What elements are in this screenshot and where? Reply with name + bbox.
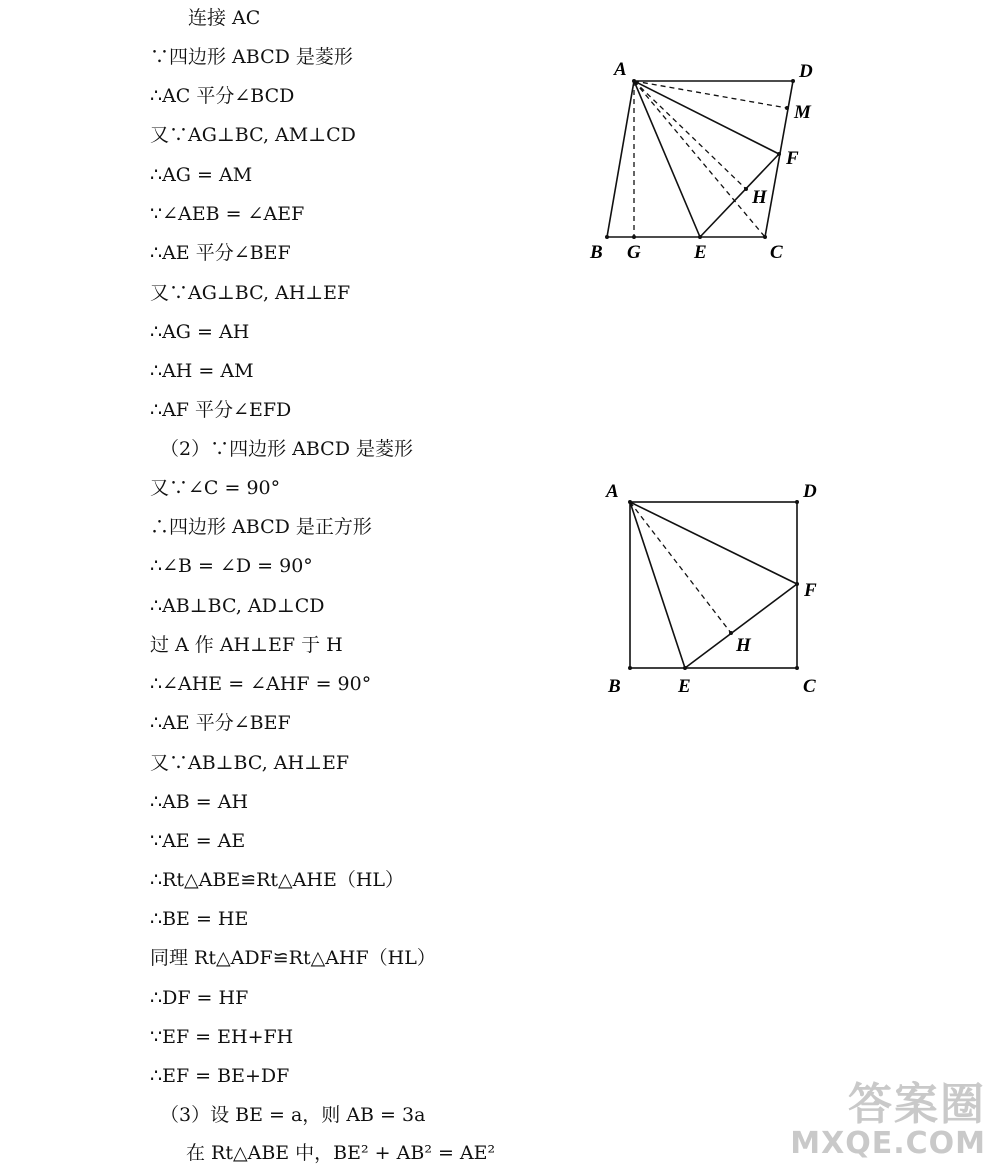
label-f: F	[804, 580, 817, 601]
text-line-3: ∴AC 平分∠BCD	[150, 85, 295, 107]
text-line-2: ∵四边形 ABCD 是菱形	[150, 46, 353, 68]
label-a: A	[606, 481, 619, 502]
text-line-4: 又∵AG⊥BC, AM⊥CD	[150, 124, 356, 146]
text-line-26: ∴DF = HF	[150, 987, 249, 1009]
label-h: H	[736, 635, 751, 656]
text-line-14: ∴四边形 ABCD 是正方形	[150, 516, 372, 538]
dashed-ah	[634, 81, 746, 189]
text-line-1: 连接 AC	[188, 7, 261, 29]
edge-ab	[607, 81, 634, 237]
text-line-18: ∴∠AHE = ∠AHF = 90°	[150, 673, 372, 695]
text-line-11: ∴AF 平分∠EFD	[150, 399, 292, 421]
text-line-9: ∴AG = AH	[150, 321, 250, 343]
label-m: M	[794, 102, 811, 123]
label-e: E	[678, 676, 691, 697]
watermark-logo-text: 答案圈	[848, 1079, 986, 1130]
watermark-url: MXQE.COM	[790, 1126, 986, 1161]
label-c: C	[770, 242, 783, 263]
figure-rhombus	[580, 55, 840, 270]
label-f: F	[786, 148, 799, 169]
label-d: D	[799, 61, 813, 82]
text-line-6: ∵∠AEB = ∠AEF	[150, 203, 305, 225]
label-d: D	[803, 481, 817, 502]
label-g: G	[627, 242, 641, 263]
watermark	[790, 1079, 986, 1161]
label-b: B	[608, 676, 621, 697]
dashed-am	[634, 81, 787, 108]
text-line-12: （2）∵四边形 ABCD 是菱形	[160, 438, 413, 460]
text-line-24: ∴BE = HE	[150, 908, 249, 930]
label-c: C	[803, 676, 816, 697]
text-line-23: ∴Rt△ABE≌Rt△AHE（HL）	[150, 869, 405, 891]
square-abcd	[630, 502, 797, 668]
figure-square	[595, 475, 835, 700]
text-line-7: ∴AE 平分∠BEF	[150, 242, 291, 264]
segment-ae	[630, 502, 685, 668]
text-line-8: 又∵AG⊥BC, AH⊥EF	[150, 282, 351, 304]
segment-ae	[634, 81, 700, 237]
dashed-ac	[634, 81, 765, 237]
text-line-25: 同理 Rt△ADF≌Rt△AHF（HL）	[150, 947, 436, 969]
text-line-19: ∴AE 平分∠BEF	[150, 712, 291, 734]
text-line-30: 在 Rt△ABE 中，BE² + AB² = AE²	[186, 1142, 496, 1164]
text-line-21: ∴AB = AH	[150, 791, 249, 813]
text-line-15: ∴∠B = ∠D = 90°	[150, 555, 313, 577]
segment-af	[634, 81, 779, 154]
text-line-28: ∴EF = BE+DF	[150, 1065, 290, 1087]
text-line-13: 又∵∠C = 90°	[150, 477, 281, 499]
label-h: H	[752, 187, 767, 208]
text-line-5: ∴AG = AM	[150, 164, 253, 186]
text-line-22: ∵AE = AE	[150, 830, 246, 852]
text-line-10: ∴AH = AM	[150, 360, 254, 382]
label-e: E	[694, 242, 707, 263]
text-line-20: 又∵AB⊥BC, AH⊥EF	[150, 752, 350, 774]
text-line-17: 过 A 作 AH⊥EF 于 H	[150, 634, 343, 656]
text-line-29: （3）设 BE = a，则 AB = 3a	[160, 1104, 426, 1126]
dashed-ah	[630, 502, 731, 633]
segment-af	[630, 502, 797, 584]
label-b: B	[590, 242, 603, 263]
label-a: A	[614, 59, 627, 80]
text-line-27: ∵EF = EH+FH	[150, 1026, 294, 1048]
text-line-16: ∴AB⊥BC, AD⊥CD	[150, 595, 325, 617]
